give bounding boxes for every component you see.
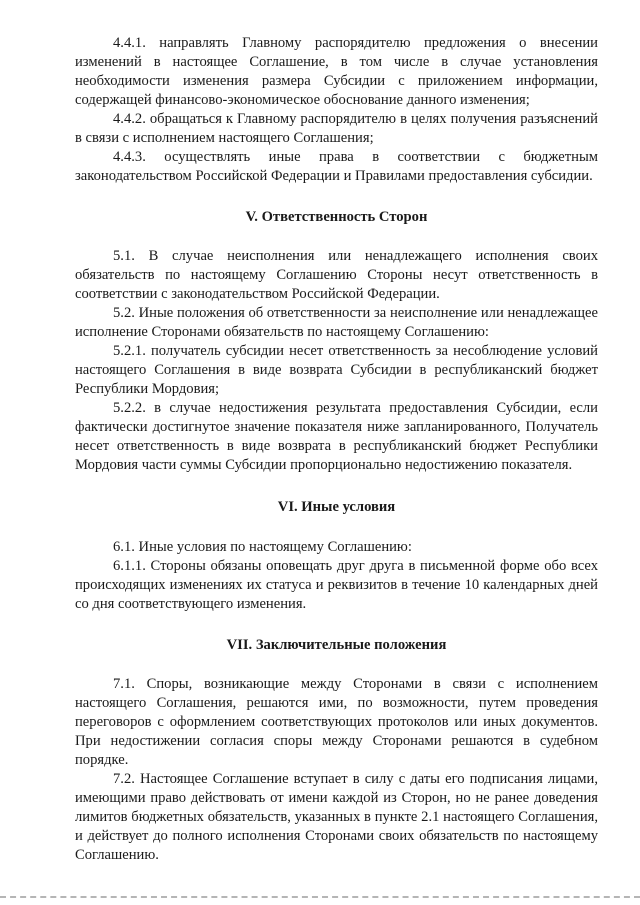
section-5-title: V. Ответственность Сторон: [245, 209, 428, 225]
clause-5-2-1: 5.2.1. получатель субсидии несет ответственность за несоблюдение условий настоящего Соглашения в виде возврата Субсидии в республиканский бюджет Республики Мордовия;: [75, 343, 598, 397]
clause-4-4-1: 4.4.1. направлять Главному распорядителю предложения о внесении изменений в настоящее Соглашение, в том числе в случае установления необходимости изменения размера Субсидии с приложением информации, содержащей финансово-экономическое обоснование данного изменения;: [75, 35, 598, 108]
section-6-title: VI. Иные условия: [277, 499, 396, 515]
clause-6-1: 6.1. Иные условия по настоящему Соглашению:: [113, 539, 412, 555]
clause-7-2: 7.2. Настоящее Соглашение вступает в силу с даты его подписания лицами, имеющими право действовать от имени каждой из Сторон, но не ранее доведения лимитов бюджетных обязательств, указанных в пункте 2.1 настоящего Соглашения, и действует до полного исполнения Сторонами своих обязательств по настоящему Соглашению.: [75, 771, 598, 863]
section-7-title: VII. Заключительные положения: [226, 637, 447, 653]
clause-6-1-1: 6.1.1. Стороны обязаны оповещать друг друга в письменной форме обо всех происходящих изменениях их статуса и реквизитов в течение 10 календарных дней со дня соответствующего изменения.: [75, 558, 598, 612]
clause-5-2: 5.2. Иные положения об ответственности за неисполнение или ненадлежащее исполнение Сторонами обязательств по настоящему Соглашению:: [75, 305, 598, 340]
clause-5-1: 5.1. В случае неисполнения или ненадлежащего исполнения своих обязательств по настоящему Соглашению Стороны несут ответственность в соответствии с законодательством Российской Федерации.: [75, 248, 598, 302]
clause-4-4-2: 4.4.2. обращаться к Главному распорядителю в целях получения разъяснений в связи с исполнением настоящего Соглашения;: [75, 111, 598, 146]
clause-5-2-2: 5.2.2. в случае недостижения результата предоставления Субсидии, если фактически достигнутое значение показателя ниже запланированного, Получатель несет ответственность в виде возврата в республиканский бюджет Республики Мордовия части суммы Субсидии пропорционально недостижению показателя.: [75, 400, 598, 473]
document-page: [75, 34, 598, 865]
clause-4-4-3: 4.4.3. осуществлять иные права в соответствии с бюджетным законодательством Российской Федерации и Правилами предоставления субсидии.: [75, 149, 598, 184]
page-bottom-divider: [0, 896, 640, 898]
clause-7-1: 7.1. Споры, возникающие между Сторонами в связи с исполнением настоящего Соглашения, решаются ими, по возможности, путем проведения переговоров с оформлением соответствующих протоколов или иных документов. При недостижении согласия споры между Сторонами решаются в судебном порядке.: [75, 676, 598, 768]
